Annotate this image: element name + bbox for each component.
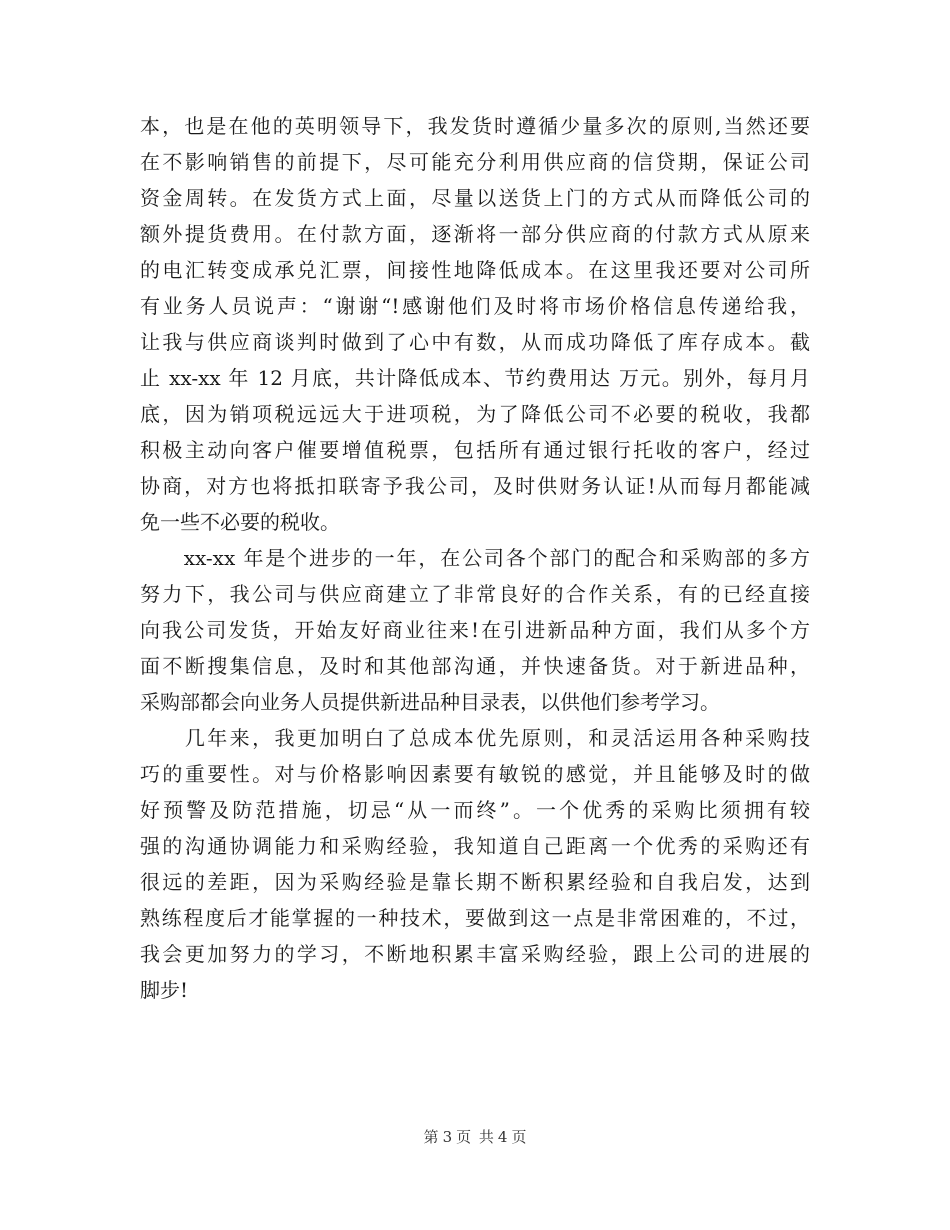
text-line: 底，因为销项税远远大于进项税，为了降低公司不必要的税收，我都 [140,402,810,426]
text-line: 有业务人员说声：“谢谢“!感谢他们及时将市场价格信息传递给我， [140,294,810,318]
text-line: 止 xx-xx 年 12 月底，共计降低成本、节约费用达 万元。别外，每月月 [140,366,810,390]
footer-suffix: 页 [511,1128,527,1146]
text-line: 很远的差距，因为采购经验是靠长期不断积累经验和自我启发，达到 [140,870,810,894]
text-line: xx-xx 年是个进步的一年，在公司各个部门的配合和采购部的多方 [140,546,810,570]
text-line: 采购部都会向业务人员提供新进品种目录表，以供他们参考学习。 [140,690,720,714]
text-line: 向我公司发货，开始友好商业往来!在引进新品种方面，我们从多个方 [140,618,810,642]
text-line: 额外提货费用。在付款方面，逐渐将一部分供应商的付款方式从原来 [140,222,810,246]
text-line: 好预警及防范措施，切忌“从一而终”。一个优秀的采购比须拥有较 [140,798,810,822]
text-line: 熟练程度后才能掌握的一种技术，要做到这一点是非常困难的，不过， [140,906,810,930]
text-line: 资金周转。在发货方式上面，尽量以送货上门的方式从而降低公司的 [140,186,810,210]
text-line: 让我与供应商谈判时做到了心中有数，从而成功降低了库存成本。截 [140,330,810,354]
total-page-number: 4 [497,1128,508,1146]
text-line: 的电汇转变成承兑汇票，间接性地降低成本。在这里我还要对公司所 [140,258,810,282]
text-line: 努力下，我公司与供应商建立了非常良好的合作关系，有的已经直接 [140,582,810,606]
text-line: 本，也是在他的英明领导下，我发货时遵循少量多次的原则,当然还要 [140,114,810,138]
footer-prefix: 第 [423,1128,439,1146]
text-line: 积极主动向客户催要增值税票，包括所有通过银行托收的客户，经过 [140,438,810,462]
text-line: 巧的重要性。对与价格影响因素要有敏锐的感觉，并且能够及时的做 [140,762,810,786]
text-line: 几年来，我更加明白了总成本优先原则，和灵活运用各种采购技 [140,726,810,750]
text-line: 协商，对方也将抵扣联寄予我公司，及时供财务认证!从而每月都能减 [140,474,810,498]
text-line: 在不影响销售的前提下，尽可能充分利用供应商的信贷期，保证公司 [140,150,810,174]
text-line: 面不断搜集信息，及时和其他部沟通，并快速备货。对于新进品种， [140,654,810,678]
text-line: 脚步! [140,978,189,1002]
page-number-footer [0,1126,950,1147]
text-line: 免一些不必要的税收。 [140,510,340,534]
footer-middle: 页 共 [456,1128,494,1146]
text-line: 强的沟通协调能力和采购经验，我知道自己距离一个优秀的采购还有 [140,834,810,858]
body-text [140,108,810,1008]
current-page-number: 3 [442,1128,453,1146]
text-line: 我会更加努力的学习，不断地积累丰富采购经验，跟上公司的进展的 [140,942,810,966]
